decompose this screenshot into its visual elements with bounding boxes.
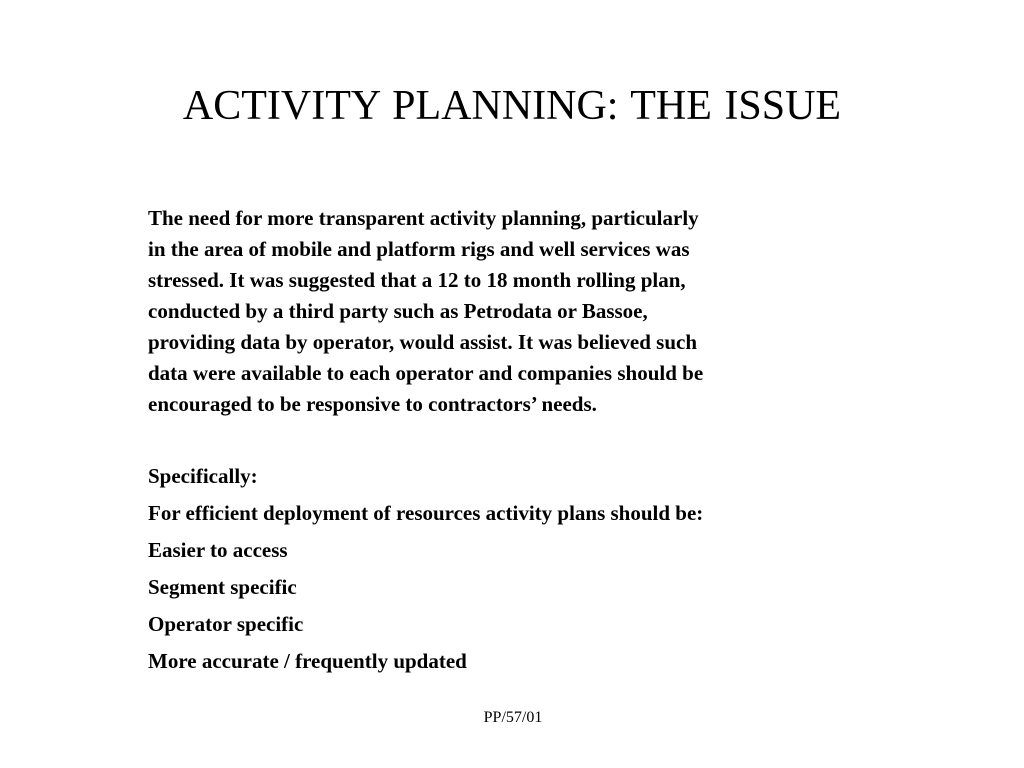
paragraph-line: stressed. It was suggested that a 12 to 18 month rolling plan, bbox=[148, 268, 686, 292]
requirements-list bbox=[148, 461, 703, 683]
paragraph-line: data were available to each operator and companies should be bbox=[148, 361, 704, 385]
paragraph-line: in the area of mobile and platform rigs and well services was bbox=[148, 237, 690, 261]
list-item: Easier to access bbox=[148, 538, 288, 562]
paragraph-line: The need for more transparent activity planning, particularly bbox=[148, 206, 699, 230]
paragraph-line: conducted by a third party such as Petrodata or Bassoe, bbox=[148, 299, 648, 323]
list-item: Operator specific bbox=[148, 612, 304, 636]
paragraph-line: providing data by operator, would assist. It was believed such bbox=[148, 330, 698, 354]
list-item: More accurate / frequently updated bbox=[148, 649, 467, 673]
list-item: Segment specific bbox=[148, 575, 297, 599]
slide-footer-code: PP/57/01 bbox=[483, 709, 543, 726]
list-heading-specifically: Specifically: bbox=[148, 464, 258, 488]
issue-paragraph bbox=[148, 203, 868, 420]
paragraph-line: encouraged to be responsive to contractors’ needs. bbox=[148, 392, 597, 416]
list-intro: For efficient deployment of resources activity plans should be: bbox=[148, 501, 704, 525]
slide-title: ACTIVITY PLANNING: THE ISSUE bbox=[182, 83, 842, 129]
